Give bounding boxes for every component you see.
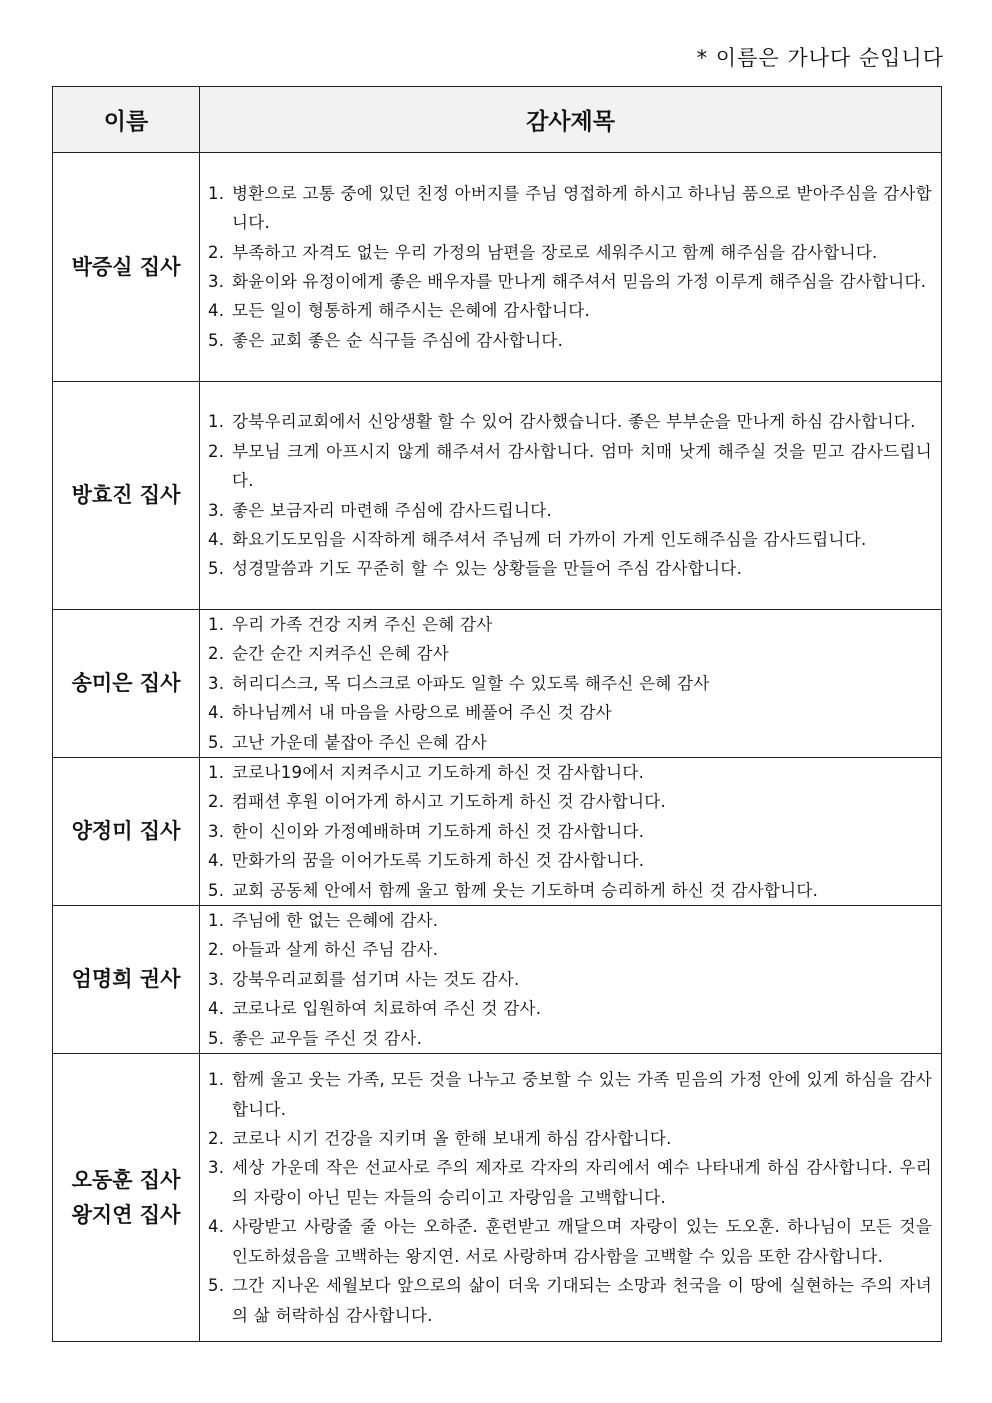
list-item-text: 한이 신이와 가정예배하며 기도하게 하신 것 감사합니다. [232, 821, 645, 841]
list-item-text: 세상 가운데 작은 선교사로 주의 제자로 각자의 자리에서 예수 나타내게 하심 감사합니다. 우리의 자랑이 아닌 믿는 자들의 승리이고 자랑임을 고백합니다. [232, 1158, 932, 1207]
list-item-text: 하나님께서 내 마음을 사랑으로 베풀어 주신 것 감사 [232, 703, 612, 723]
person-name-cell [53, 153, 200, 382]
table-row [53, 153, 942, 382]
list-item: 2. 순간 순간 지켜주신 은혜 감사 [208, 644, 450, 664]
list-item-text: 부족하고 자격도 없는 우리 가정의 남편을 장로로 세워주시고 함께 해주심을 감사합니다. [232, 242, 878, 262]
list-item-text: 순간 순간 지켜주신 은혜 감사 [232, 644, 450, 664]
list-item: 2. 코로나 시기 건강을 지키며 올 한해 보내게 하심 감사합니다. [208, 1129, 672, 1149]
list-item: 1. 병환으로 고통 중에 있던 친정 아버지를 주님 영접하게 하시고 하나님 품으로 받아주심을 감사합니다. [208, 183, 932, 233]
list-item-text: 컴패션 후원 이어가게 하시고 기도하게 하신 것 감사합니다. [232, 792, 667, 812]
table-row [53, 758, 942, 906]
list-item: 3. 한이 신이와 가정예배하며 기도하게 하신 것 감사합니다. [208, 821, 645, 841]
person-name: 왕지연 집사 [71, 1202, 181, 1227]
thanksgiving-table [52, 86, 942, 1342]
person-name-cell [53, 758, 200, 906]
list-item: 5. 좋은 교우들 주신 것 감사. [208, 1028, 423, 1048]
list-item: 2. 부족하고 자격도 없는 우리 가정의 남편을 장로로 세워주시고 함께 해주심을 감사합니다. [208, 242, 878, 262]
list-item: 1. 우리 가족 건강 지켜 주신 은혜 감사 [208, 615, 493, 634]
thanks-list-cell [200, 906, 942, 1054]
thanks-list [208, 610, 932, 757]
list-item: 2. 부모님 크게 아프시지 않게 해주셔서 감사합니다. 엄마 치매 낫게 해주실 것을 믿고 감사드립니다. [208, 441, 932, 491]
thanks-list-cell [200, 382, 942, 610]
thanks-list [208, 179, 932, 355]
list-item: 5. 그간 지나온 세월보다 앞으로의 삶이 더욱 기대되는 소망과 천국을 이 땅에 실현하는 주의 자녀의 삶 허락하심 감사합니다. [208, 1276, 932, 1325]
list-item-text: 코로나로 입원하여 치료하여 주신 것 감사. [232, 999, 542, 1019]
thanks-list [208, 906, 932, 1053]
person-name-cell [53, 610, 200, 758]
list-item-text: 만화가의 꿈을 이어가도록 기도하게 하신 것 감사합니다. [232, 851, 645, 871]
list-item: 2. 컴패션 후원 이어가게 하시고 기도하게 하신 것 감사합니다. [208, 792, 667, 812]
thanks-list-cell [200, 610, 942, 758]
table-header-row [53, 87, 942, 153]
list-item-text: 코로나 시기 건강을 지키며 올 한해 보내게 하심 감사합니다. [232, 1129, 672, 1149]
list-item: 4. 화요기도모임을 시작하게 해주셔서 주님께 더 가까이 가게 인도해주심을 감사드립니다. [208, 529, 867, 549]
list-item-text: 사랑받고 사랑줄 줄 아는 오하준. 훈련받고 깨달으며 자랑이 있는 도오훈. 하나님이 모든 것을 인도하셨음을 고백하는 왕지연. 서로 사랑하며 감사함을 고백할 수 있음 또한 감사합니다. [232, 1217, 932, 1266]
thanks-list [208, 407, 932, 583]
list-item: 3. 허리디스크, 목 디스크로 아파도 일할 수 있도록 해주신 은혜 감사 [208, 673, 710, 693]
list-item-text: 우리 가족 건강 지켜 주신 은혜 감사 [232, 615, 493, 634]
list-item-text: 화요기도모임을 시작하게 해주셔서 주님께 더 가까이 가게 인도해주심을 감사드립니다. [232, 529, 867, 549]
list-item: 2. 아들과 살게 하신 주님 감사. [208, 940, 439, 960]
person-name: 송미은 집사 [71, 671, 181, 696]
header-thanksgiving-title: 감사제목 [200, 87, 942, 153]
person-name: 방효진 집사 [71, 483, 181, 507]
list-item-text: 좋은 교우들 주신 것 감사. [232, 1028, 423, 1048]
list-item: 3. 세상 가운데 작은 선교사로 주의 제자로 각자의 자리에서 예수 나타내게 하심 감사합니다. 우리의 자랑이 아닌 믿는 자들의 승리이고 자랑임을 고백합니다. [208, 1158, 932, 1207]
list-item-text: 좋은 교회 좋은 순 식구들 주심에 감사합니다. [232, 330, 564, 350]
person-name-cell [53, 382, 200, 610]
person-name-cell [53, 1054, 200, 1342]
list-item: 1. 강북우리교회에서 신앙생활 할 수 있어 감사했습니다. 좋은 부부순을 만나게 하심 감사합니다. [208, 412, 916, 432]
sort-order-note: * 이름은 가나다 순입니다 [696, 46, 944, 70]
table-row [53, 906, 942, 1054]
thanks-list-cell [200, 758, 942, 906]
list-item: 3. 강북우리교회를 섬기며 사는 것도 감사. [208, 969, 520, 989]
list-item-text: 화윤이와 유정이에게 좋은 배우자를 만나게 해주셔서 믿음의 가정 이루게 해주심을 감사합니다. [232, 272, 927, 291]
thanks-list-cell [200, 1054, 942, 1342]
list-item: 4. 사랑받고 사랑줄 줄 아는 오하준. 훈련받고 깨달으며 자랑이 있는 도오훈. 하나님이 모든 것을 인도하셨음을 고백하는 왕지연. 서로 사랑하며 감사함을 고백할 수 있음 또한 감사합니다. [208, 1217, 932, 1266]
header-name: 이름 [53, 87, 200, 153]
list-item: 4. 하나님께서 내 마음을 사랑으로 베풀어 주신 것 감사 [208, 703, 612, 723]
list-item: 1. 주님에 한 없는 은혜에 감사. [208, 911, 439, 931]
list-item-text: 병환으로 고통 중에 있던 친정 아버지를 주님 영접하게 하시고 하나님 품으로 받아주심을 감사합니다. [232, 183, 932, 233]
list-item: 3. 좋은 보금자리 마련해 주심에 감사드립니다. [208, 500, 553, 520]
list-item-text: 교회 공동체 안에서 함께 울고 함께 웃는 기도하며 승리하게 하신 것 감사합니다. [232, 880, 819, 900]
list-item-text: 함께 울고 웃는 가족, 모든 것을 나누고 중보할 수 있는 가족 믿음의 가정 안에 있게 하심을 감사합니다. [232, 1070, 932, 1119]
thanks-list [208, 1065, 932, 1330]
list-item-text: 주님에 한 없는 은혜에 감사. [232, 911, 439, 931]
list-item: 4. 코로나로 입원하여 치료하여 주신 것 감사. [208, 999, 542, 1019]
list-item: 5. 성경말씀과 기도 꾸준히 할 수 있는 상황들을 만들어 주심 감사합니다. [208, 559, 743, 579]
person-name-cell [53, 906, 200, 1054]
list-item-text: 아들과 살게 하신 주님 감사. [232, 940, 439, 960]
list-item: 4. 만화가의 꿈을 이어가도록 기도하게 하신 것 감사합니다. [208, 851, 645, 871]
list-item: 5. 교회 공동체 안에서 함께 울고 함께 웃는 기도하며 승리하게 하신 것 감사합니다. [208, 880, 819, 900]
person-name: 엄명희 권사 [71, 967, 181, 992]
table-row [53, 382, 942, 610]
list-item: 1. 코로나19에서 지켜주시고 기도하게 하신 것 감사합니다. [208, 763, 645, 783]
table-row [53, 610, 942, 758]
list-item-text: 모든 일이 형통하게 해주시는 은혜에 감사합니다. [232, 301, 591, 321]
list-item-text: 코로나19에서 지켜주시고 기도하게 하신 것 감사합니다. [232, 763, 645, 783]
list-item: 5. 고난 가운데 붙잡아 주신 은혜 감사 [208, 732, 488, 752]
list-item: 1. 함께 울고 웃는 가족, 모든 것을 나누고 중보할 수 있는 가족 믿음의 가정 안에 있게 하심을 감사합니다. [208, 1070, 932, 1119]
list-item: 3. 화윤이와 유정이에게 좋은 배우자를 만나게 해주셔서 믿음의 가정 이루게 해주심을 감사합니다. [208, 272, 927, 291]
list-item: 5. 좋은 교회 좋은 순 식구들 주심에 감사합니다. [208, 330, 564, 350]
list-item-text: 강북우리교회를 섬기며 사는 것도 감사. [232, 969, 520, 989]
table-row [53, 1054, 942, 1342]
person-name: 박증실 집사 [71, 254, 181, 279]
list-item-text: 고난 가운데 붙잡아 주신 은혜 감사 [232, 732, 488, 752]
list-item-text: 강북우리교회에서 신앙생활 할 수 있어 감사했습니다. 좋은 부부순을 만나게 하심 감사합니다. [232, 412, 916, 432]
list-item: 4. 모든 일이 형통하게 해주시는 은혜에 감사합니다. [208, 301, 591, 321]
list-item-text: 좋은 보금자리 마련해 주심에 감사드립니다. [232, 500, 553, 520]
list-item-text: 그간 지나온 세월보다 앞으로의 삶이 더욱 기대되는 소망과 천국을 이 땅에 실현하는 주의 자녀의 삶 허락하심 감사합니다. [232, 1276, 932, 1325]
list-item-text: 성경말씀과 기도 꾸준히 할 수 있는 상황들을 만들어 주심 감사합니다. [232, 559, 743, 579]
list-item-text: 부모님 크게 아프시지 않게 해주셔서 감사합니다. 엄마 치매 낫게 해주실 것을 믿고 감사드립니다. [232, 441, 932, 491]
thanks-list [208, 758, 932, 905]
person-name: 양정미 집사 [71, 819, 181, 844]
thanks-list-cell [200, 153, 942, 382]
person-name: 오동훈 집사 [71, 1167, 181, 1192]
list-item-text: 허리디스크, 목 디스크로 아파도 일할 수 있도록 해주신 은혜 감사 [232, 673, 710, 693]
